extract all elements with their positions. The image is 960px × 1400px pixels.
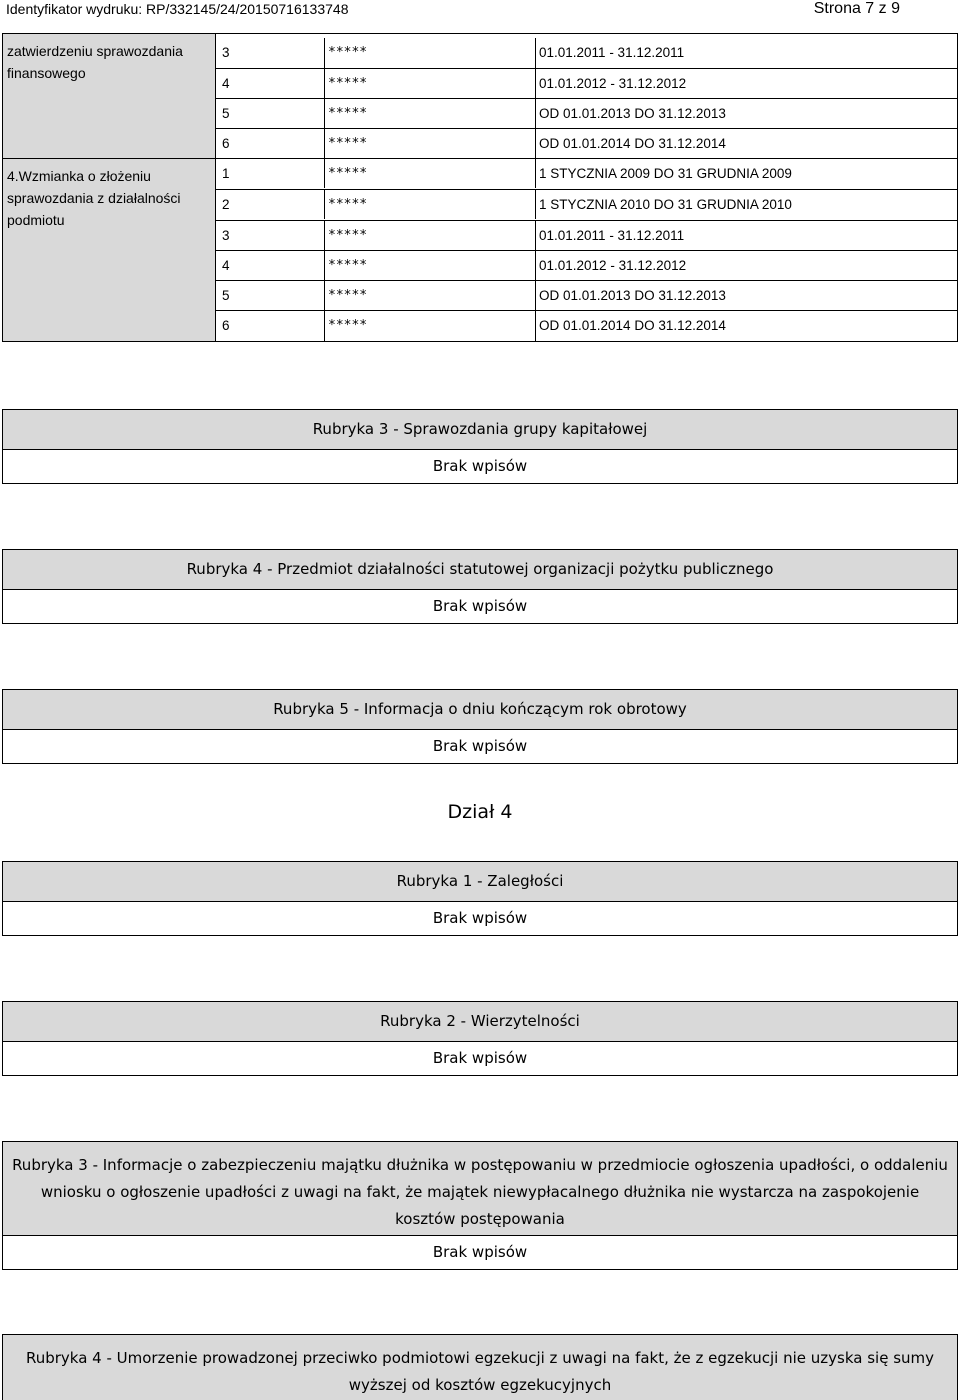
row-number: 1 [222,166,230,181]
row-number: 4 [222,258,230,273]
section-heading: Dział 4 [447,801,513,823]
row-value: ***** [324,221,539,250]
row-number: 6 [222,136,230,151]
rubryka-title: Rubryka 2 - Wierzytelności [3,1002,957,1042]
row-period: 01.01.2011 - 31.12.2011 [535,221,957,250]
print-identifier: Identyfikator wydruku: RP/332145/24/20150716133748 [6,1,349,17]
row-period: OD 01.01.2014 DO 31.12.2014 [535,311,957,341]
rubryka-3-section [2,409,958,484]
rubryka-body: Brak wpisów [432,1049,528,1067]
table-row [216,98,957,128]
rubryka-1-section [2,861,958,936]
row-number: 3 [222,228,230,243]
table-row [216,250,957,280]
rubryka-body: Brak wpisów [432,597,528,615]
row-number: 2 [222,197,230,212]
row-value: ***** [324,159,539,188]
row-value: ***** [324,69,539,98]
table-row [216,280,957,310]
rubryka-title: Rubryka 3 - Sprawozdania grupy kapitałowej [3,410,957,450]
rubryka-title: Rubryka 4 - Umorzenie prowadzonej przeciwko podmiotowi egzekucji z uwagi na fakt, że z egzekucji nie uzyska się sumy wyższej od kosztów egzekucyjnych [3,1335,957,1400]
rubryka-body: Brak wpisów [432,457,528,475]
rubryka-title: Rubryka 5 - Informacja o dniu kończącym rok obrotowy [3,690,957,730]
rubryka-2-section [2,1001,958,1076]
row-value: ***** [324,38,539,68]
reports-table [2,33,958,342]
row-period: 1 STYCZNIA 2009 DO 31 GRUDNIA 2009 [535,159,957,188]
section-b-label: 4.Wzmianka o złożeniu sprawozdania z działalności podmiotu [3,158,216,341]
row-value: ***** [324,281,539,310]
row-number: 4 [222,76,230,91]
table-row [216,189,957,219]
row-number: 6 [222,318,230,333]
row-period: 01.01.2011 - 31.12.2011 [535,38,957,68]
rubryka-4-umorzenie-section [2,1334,958,1400]
row-value: ***** [324,251,539,280]
rubryka-body: Brak wpisów [432,1243,528,1261]
row-value: ***** [324,129,539,158]
rubryka-5-section [2,689,958,764]
row-period: OD 01.01.2013 DO 31.12.2013 [535,281,957,310]
section-a-label: zatwierdzeniu sprawozdania finansowego [3,34,216,158]
row-period: OD 01.01.2013 DO 31.12.2013 [535,99,957,128]
table-row [216,220,957,250]
row-number: 5 [222,106,230,121]
table-row [216,158,957,188]
rubryka-4-section [2,549,958,624]
rubryka-title: Rubryka 3 - Informacje o zabezpieczeniu majątku dłużnika w postępowaniu w przedmiocie ogłoszenia upadłości, o oddaleniu wniosku o ogłoszenie upadłości z uwagi na fakt, że majątek niewypłacalnego dłużnika nie wystarcza na zaspokojenie kosztów postępowania [3,1142,957,1236]
row-period: 01.01.2012 - 31.12.2012 [535,69,957,98]
row-period: 1 STYCZNIA 2010 DO 31 GRUDNIA 2010 [535,190,957,219]
row-value: ***** [324,99,539,128]
rubryka-body: Brak wpisów [432,909,528,927]
rubryka-title: Rubryka 1 - Zaległości [3,862,957,902]
table-row [216,38,957,68]
table-row [216,128,957,158]
page-number: Strona 7 z 9 [813,0,900,17]
table-row [216,310,957,341]
rubryka-3-zabezpieczenie-section [2,1141,958,1270]
rubryka-body: Brak wpisów [432,737,528,755]
row-period: OD 01.01.2014 DO 31.12.2014 [535,129,957,158]
row-number: 3 [222,45,230,60]
rubryka-title: Rubryka 4 - Przedmiot działalności statutowej organizacji pożytku publicznego [3,550,957,590]
row-period: 01.01.2012 - 31.12.2012 [535,251,957,280]
table-row [216,68,957,98]
row-number: 5 [222,288,230,303]
row-value: ***** [324,311,539,341]
row-value: ***** [324,190,539,219]
